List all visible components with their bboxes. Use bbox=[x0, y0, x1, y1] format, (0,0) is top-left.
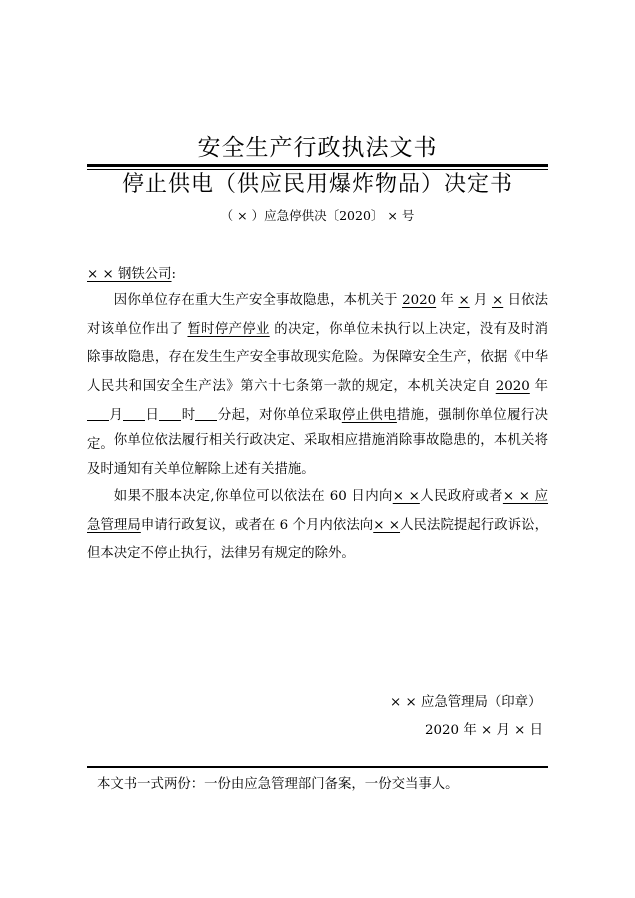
p1-text-2: 年 bbox=[436, 293, 459, 308]
p1-text-7: 月 bbox=[109, 407, 124, 423]
paragraph-release: 你单位依法履行相关行政决定、采取相应措施消除事故隐患的，本机关将及时通知有关单位解除上述有关措施。 bbox=[87, 433, 548, 477]
p1-text-5: 的决定，你单位未执行以上决定，没有及时消除事故隐患，存在发生生产安全事故现实危险。为保障安全生产，依据《中华人民共和国安全生产法》第六十七条第一款的规定，本机关决定自 bbox=[87, 321, 548, 395]
addressee-colon: : bbox=[171, 267, 177, 282]
paragraph-appeal bbox=[87, 483, 548, 569]
p1-text-11: 措施，强制你单位履行决定。 bbox=[87, 407, 549, 452]
p1-text-6: 年 bbox=[529, 379, 548, 395]
p1-text-1: 因你单位存在重大生产安全事故隐患，本机关于 bbox=[113, 293, 403, 308]
document-title: 安全生产行政执法文书 bbox=[197, 135, 438, 161]
p1-year: 2020 bbox=[402, 293, 437, 308]
document-subtitle: 停止供电（供应民用爆炸物品）决定书 bbox=[121, 172, 513, 197]
p3-bureau: × × 应急管理局 bbox=[87, 489, 549, 533]
addressee-name: × × 钢铁公司 bbox=[87, 267, 172, 282]
blank-month bbox=[87, 406, 109, 421]
issuer-seal: × × 应急管理局（印章） bbox=[390, 695, 542, 710]
p1-text-8: 日 bbox=[145, 407, 160, 423]
p1-text-10: 分起，对你单位采取 bbox=[217, 407, 342, 423]
p1-text-3: 月 bbox=[469, 293, 492, 308]
issue-date: 2020 年 × 月 × 日 bbox=[425, 723, 543, 738]
p3-text-3: 申请行政复议，或者在 6 个月内依法向 bbox=[140, 517, 374, 533]
p1-text-9: 时 bbox=[181, 407, 196, 423]
footer-rule bbox=[87, 766, 548, 768]
p3-text-2: 人民政府或者 bbox=[419, 489, 503, 504]
p1-measure: 停止供电 bbox=[341, 407, 397, 423]
p3-text-1: 如果不服本决定,你单位可以依法在 60 日内向 bbox=[113, 489, 393, 504]
p1-decision: 暂时停产停业 bbox=[187, 321, 270, 337]
p1-from-year: 2020 bbox=[495, 379, 530, 395]
blank-hour bbox=[159, 406, 181, 421]
addressee bbox=[87, 261, 548, 290]
p3-text-4: 人民法院提起行政诉讼，但本决定不停止执行，法律另有规定的除外。 bbox=[87, 517, 549, 562]
p1-month: × bbox=[458, 293, 470, 308]
p1-day: × bbox=[491, 293, 504, 308]
p3-court: × × bbox=[373, 517, 401, 533]
footer-note: 本文书一式两份：一份由应急管理部门备案，一份交当事人。 bbox=[97, 777, 459, 792]
p3-government: × × bbox=[392, 489, 420, 504]
title-rule-thick bbox=[87, 164, 548, 167]
p1-text-4: 日依法对该单位作出了 bbox=[87, 293, 549, 337]
blank-minute bbox=[195, 406, 217, 421]
blank-day bbox=[123, 406, 145, 421]
document-number: （ × ）应急停供决〔2020〕 × 号 bbox=[220, 208, 415, 223]
